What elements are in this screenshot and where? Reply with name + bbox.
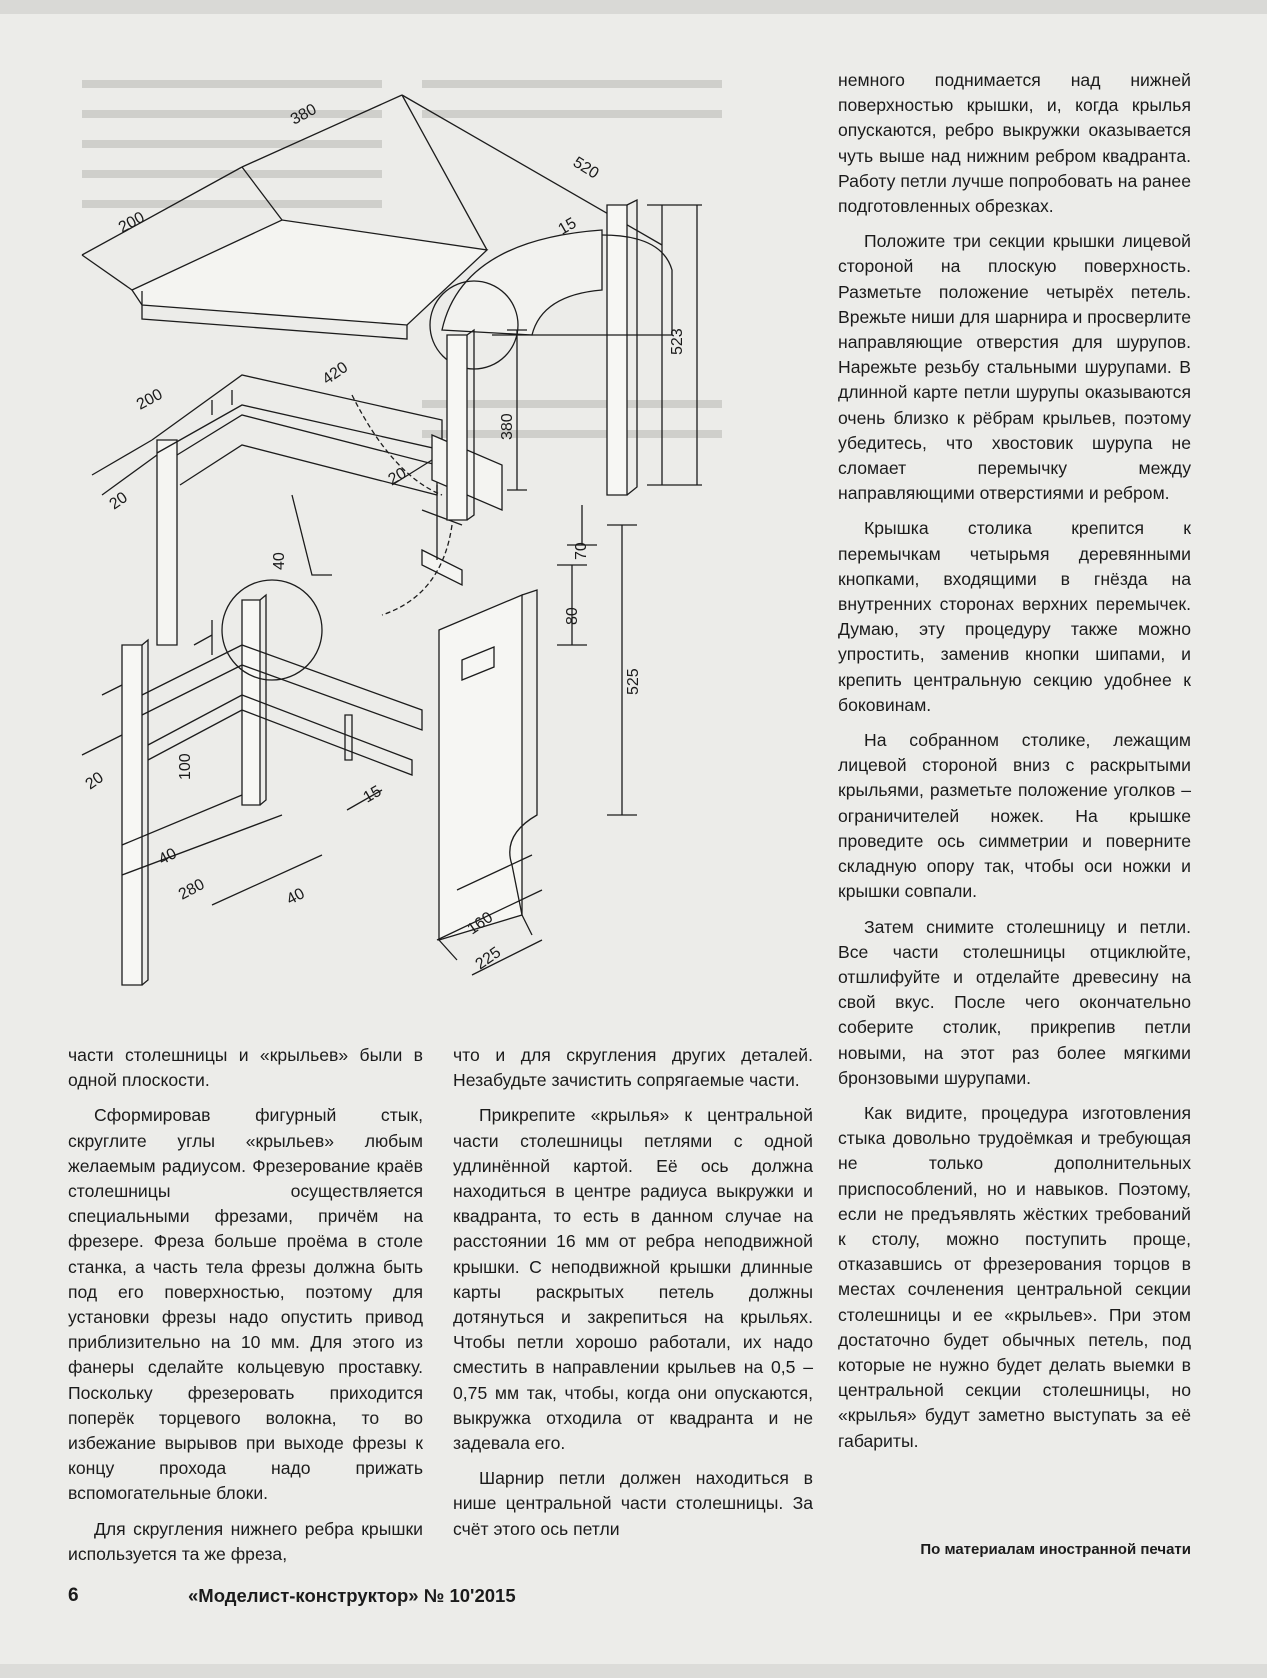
dim-160: 160 <box>464 909 497 939</box>
page-number: 6 <box>68 1585 79 1606</box>
journal-title: «Моделист-конструктор» № 10'2015 <box>188 1585 516 1606</box>
paragraph: Крышка столика крепится к перемычкам четырьмя деревянными кнопками, входящими в гнёзда на внутренних сторонах верхних перемычек. Думаю, эту процедуру также можно упростить, заменив кнопки шипами, и крепить центральную секцию удобнее к боковинам. <box>838 518 1191 715</box>
paragraph: Прикрепите «крылья» к центральной части столешницы петлями с одной удлинённой картой. Её ось должна находиться в центре радиуса выкружки и квадранта, то есть в данном случае на расстоянии 16 мм от ребра неподвижной крышки. С неподвижной крышки длинные карты раскрытых петель должны дотянуться и закрепиться на крыльях. Чтобы петли хорошо работали, их надо сместить в направлении крыльев на 0,5 – 0,75 мм так, чтобы, когда они опускаются, выкружка отходила от квадранта и не задевала его. <box>453 1105 813 1454</box>
dim-280: 280 <box>175 875 208 904</box>
dim-40-mid: 40 <box>271 552 288 570</box>
dim-225: 225 <box>472 944 505 974</box>
dim-20-right: 20 <box>385 464 410 489</box>
text-column-left <box>68 1043 423 1567</box>
dim-200-mid: 200 <box>133 385 166 414</box>
text-column-middle <box>453 1043 813 1542</box>
paragraph: На собранном столике, лежащим лицевой стороной вниз с раскрытыми крыльями, разметьте положение уголков – ограничителей ножек. На крышке проведите ось симметрии и поверните складную опору так, чтобы оси ножки и крышки совпали. <box>838 730 1191 902</box>
paragraph: что и для скругления других деталей. Незабудьте зачистить сопрягаемые части. <box>453 1045 813 1091</box>
dim-523: 523 <box>669 328 686 355</box>
paragraph: части столешницы и «крыльев» были в одной плоскости. <box>68 1045 423 1091</box>
page-top-edge <box>0 0 1267 14</box>
paragraph: Затем снимите столешницу и петли. Все части столешницы отциклюйте, отшлифуйте и отделайте древесину на свой вкус. После чего окончательно соберите столик, прикрепив петли новыми, на этот раз более мягкими бронзовыми шурупами. <box>838 916 1191 1088</box>
dim-80: 80 <box>564 607 581 625</box>
text-column-right <box>838 68 1191 1454</box>
paragraph: Как видите, процедура изготовления стыка довольно трудоёмкая и требующая не только дополнительных приспособлений, но и навыков. Поэтому, если не предъявлять жёстких требований к столу, можно поступить проще, отказавшись от фрезерования торцов в местах сочленения центральной секции столешницы и ее «крыльев». При этом достаточно будет обычных петель, под которые не нужно будет делать выемки в центральной секции столешницы, но «крылья» будут заметно выступать за её габариты. <box>838 1102 1191 1451</box>
dim-70: 70 <box>573 542 590 560</box>
paragraph: немного поднимается над нижней поверхностью крышки, и, когда крылья опускаются, ребро выкружки оказывается чуть выше над нижним ребром квадранта. Работу петли лучше попробовать на ранее подготовленных обрезках. <box>838 70 1191 217</box>
dim-100: 100 <box>177 753 194 780</box>
dim-20-low: 20 <box>82 769 107 794</box>
assembly-drawing <box>62 55 852 1040</box>
dim-420: 420 <box>319 359 352 389</box>
dim-200-top: 200 <box>115 208 148 237</box>
paragraph: Для скругления нижнего ребра крышки используется та же фреза, <box>68 1518 423 1564</box>
dim-380-post: 380 <box>499 413 516 440</box>
page-bottom-edge <box>0 1664 1267 1678</box>
paragraph: Положите три секции крышки лицевой стороной на плоскую поверхность. Разметьте положение четырёх петель. Врежьте ниши для шарнира и просверлите направляющие отверстия для шурупов. Нарежьте резьбу стальными шурупами. В длинной карте петли шурупы оказываются очень близко к рёбрам крыльев, поэтому убедитесь, что хвостовик шурупа не сломает перемычку между направляющими отверстиями и ребром. <box>838 231 1191 504</box>
source-attribution: По материалам иностранной печати <box>920 1541 1191 1558</box>
dim-40-btm: 40 <box>283 885 308 909</box>
dim-15-top: 15 <box>555 214 580 239</box>
dim-520: 520 <box>569 153 602 183</box>
dim-15-low: 15 <box>360 782 385 807</box>
dim-525: 525 <box>625 668 642 695</box>
dim-380-top: 380 <box>287 100 320 129</box>
paragraph: Сформировав фигурный стык, скруглите углы «крыльев» любым желаемым радиусом. Фрезерование краёв столешницы осуществляется специальными фрезами, причём на фрезере. Фреза больше проёма в столе станка, а часть тела фрезы должна быть под его поверхностью, поэтому для установки фрезы надо опустить привод приблизительно на 10 мм. Для этого из фанеры сделайте кольцевую проставку. Поскольку фрезеровать приходится поперёк торцевого волокна, то во избежание вырывов при выходе фрезы к концу прохода надо прижать вспомогательные блоки. <box>68 1105 423 1504</box>
dim-20-left: 20 <box>106 489 131 514</box>
paragraph: Шарнир петли должен находиться в нише центральной части столешницы. За счёт этого ось петли <box>453 1468 813 1539</box>
dim-40-low: 40 <box>155 845 180 869</box>
